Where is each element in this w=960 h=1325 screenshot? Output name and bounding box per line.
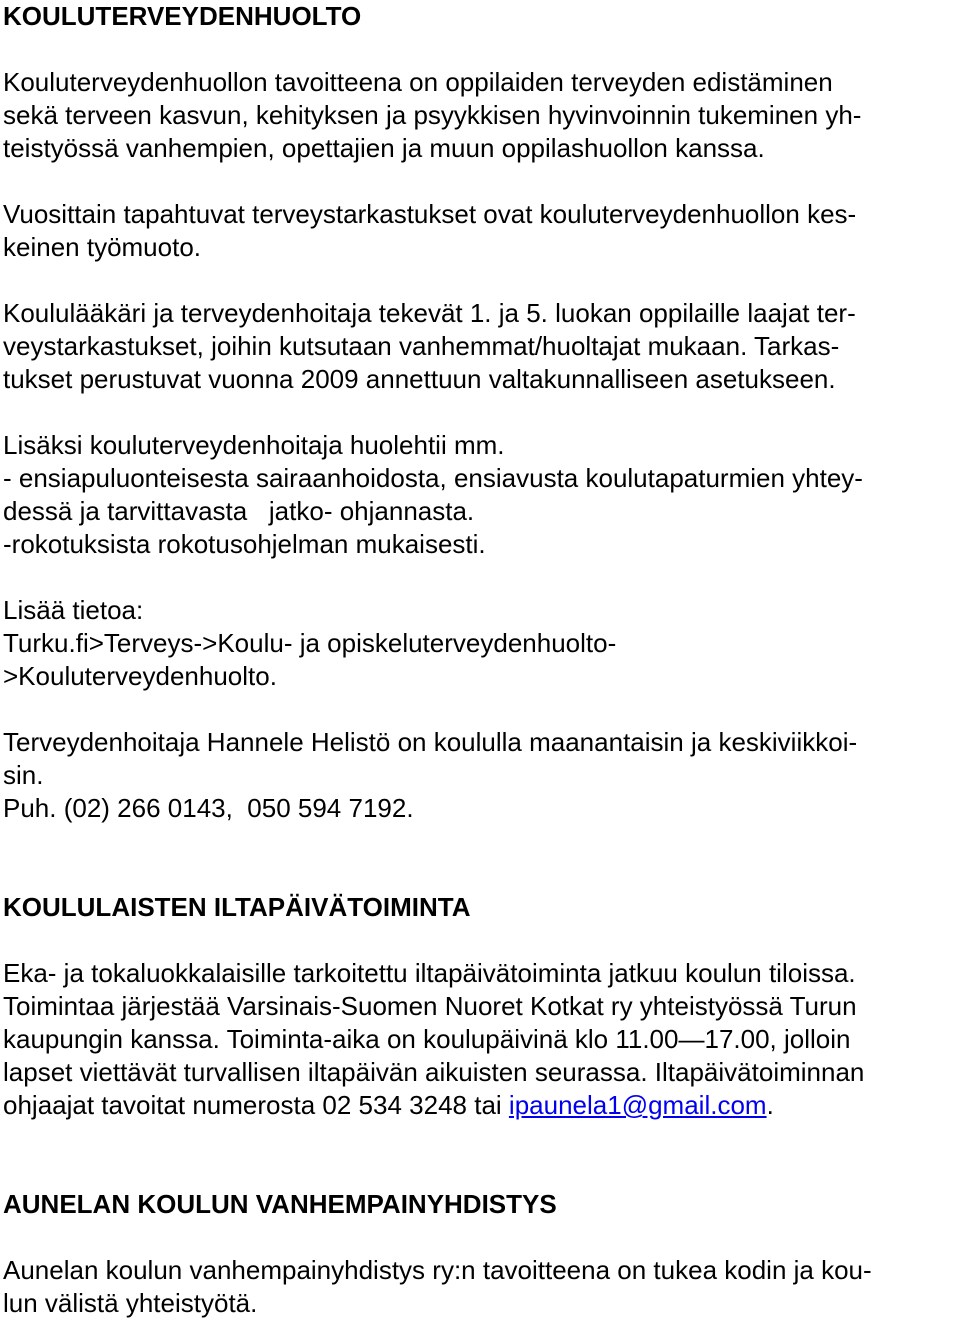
paragraph — [3, 429, 958, 561]
text-line: Eka- ja tokaluokkalaisille tarkoitettu iltapäivätoiminta jatkuu koulun tiloissa. — [3, 958, 856, 988]
section-heading: AUNELAN KOULUN VANHEMPAINYHDISTYS — [3, 1189, 557, 1219]
text-line: Vuosittain tapahtuvat terveystarkastukset ovat kouluterveydenhuollon kes- — [3, 199, 857, 229]
text-line: Koululääkäri ja terveydenhoitaja tekevät 1. ja 5. luokan oppilaille laajat ter- — [3, 298, 856, 328]
text-line: Lisää tietoa: — [3, 595, 144, 625]
text-segment: ohjaajat tavoitat numerosta 02 534 3248 tai — [3, 1090, 509, 1120]
text-line: sin. — [3, 760, 44, 790]
text-line: dessä ja tarvittavasta jatko- ohjannasta. — [3, 496, 475, 526]
text-line: - ensiapuluonteisesta sairaanhoidosta, ensiavusta koulutapaturmien yhtey- — [3, 463, 863, 493]
paragraph — [3, 66, 958, 165]
text-line: sekä terveen kasvun, kehityksen ja psyykkisen hyvinvoinnin tukeminen yh- — [3, 100, 862, 130]
text-line: Terveydenhoitaja Hannele Helistö on koululla maanantaisin ja keskiviikkoi- — [3, 727, 858, 757]
paragraph — [3, 297, 958, 396]
text-line: keinen työmuoto. — [3, 232, 202, 262]
document-page — [3, 0, 958, 1320]
paragraph — [3, 594, 958, 693]
paragraph — [3, 957, 958, 1122]
paragraph — [3, 198, 958, 264]
paragraph — [3, 726, 958, 825]
text-segment: . — [766, 1090, 774, 1120]
text-line: tukset perustuvat vuonna 2009 annettuun valtakunnalliseen asetukseen. — [3, 364, 836, 394]
text-line: -rokotuksista rokotusohjelman mukaisesti. — [3, 529, 486, 559]
paragraph — [3, 1254, 958, 1320]
text-line: Lisäksi kouluterveydenhoitaja huolehtii mm. — [3, 430, 505, 460]
text-line: Kouluterveydenhuollon tavoitteena on oppilaiden terveyden edistäminen — [3, 67, 833, 97]
section-kouluterveydenhuolto — [3, 0, 958, 825]
email-link[interactable]: ipaunela1@gmail.com — [508, 1090, 767, 1120]
text-line: veystarkastukset, joihin kutsutaan vanhemmat/huoltajat mukaan. Tarkas- — [3, 331, 840, 361]
text-line: Turku.fi>Terveys->Koulu- ja opiskeluterveydenhuolto- — [3, 628, 617, 658]
text-line: lun välistä yhteistyötä. — [3, 1288, 258, 1318]
text-line: >Kouluterveydenhuolto. — [3, 661, 277, 691]
text-line: kaupungin kanssa. Toiminta-aika on koulupäivinä klo 11.00—17.00, jolloin — [3, 1024, 851, 1054]
text-line: lapset viettävät turvallisen iltapäivän aikuisten seurassa. Iltapäivätoiminnan — [3, 1057, 865, 1087]
text-line — [3, 1089, 958, 1122]
section-heading: KOULUTERVEYDENHUOLTO — [3, 1, 362, 31]
text-line: Aunelan koulun vanhempainyhdistys ry:n tavoitteena on tukea kodin ja kou- — [3, 1255, 872, 1285]
text-line: teistyössä vanhempien, opettajien ja muun oppilashuollon kanssa. — [3, 133, 765, 163]
text-line: Toimintaa järjestää Varsinais-Suomen Nuoret Kotkat ry yhteistyössä Turun — [3, 991, 857, 1021]
text-line: Puh. (02) 266 0143, 050 594 7192. — [3, 793, 414, 823]
section-iltapaivatoiminta — [3, 891, 958, 1122]
section-vanhempainyhdistys — [3, 1188, 958, 1320]
section-heading: KOULULAISTEN ILTAPÄIVÄTOIMINTA — [3, 892, 471, 922]
